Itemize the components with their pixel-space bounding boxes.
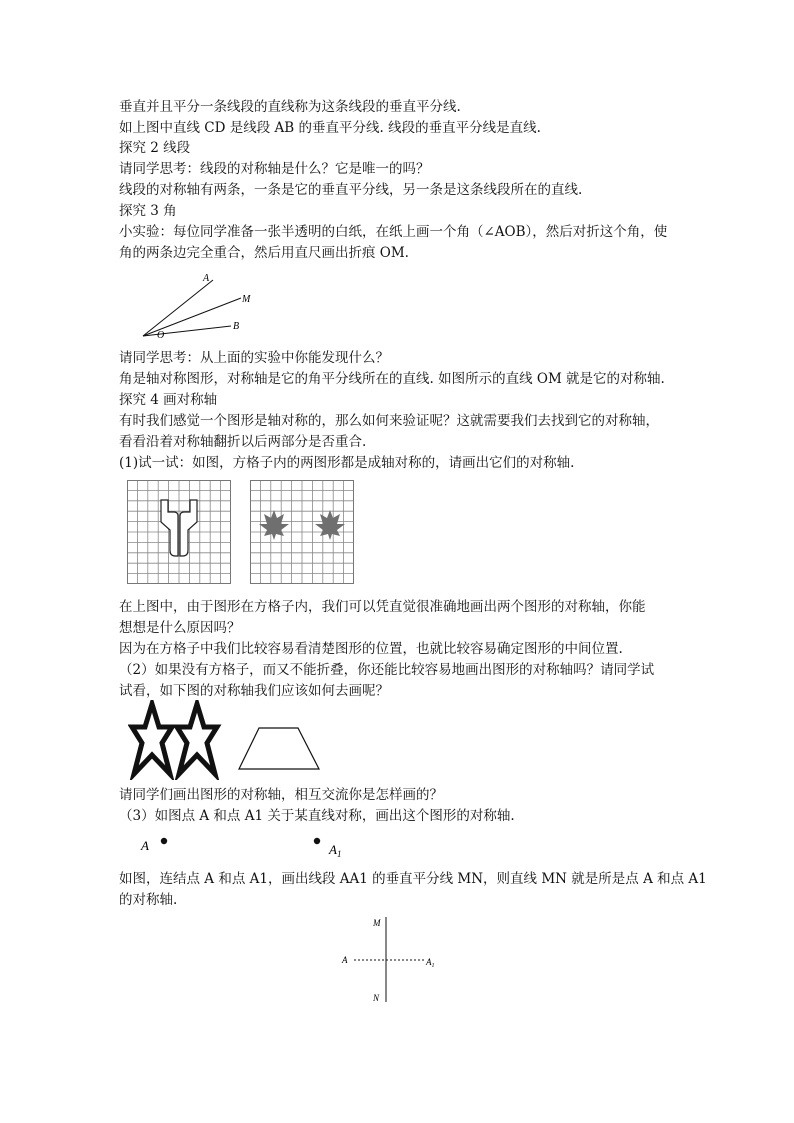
text-line: 线段的对称轴有两条，一条是它的垂直平分线，另一条是这条线段所在的直线. — [119, 182, 583, 198]
label-b: B — [233, 321, 240, 332]
label-m: M — [242, 294, 251, 305]
perpendicular-bisector-figure — [335, 912, 445, 1007]
text-line: 垂直并且平分一条线段的直线称为这条线段的垂直平分线. — [119, 99, 461, 115]
text-line: （3）如图点 A 和点 A1 关于某直线对称，画出这个图形的对称轴. — [119, 808, 515, 824]
label-o: O — [157, 330, 165, 341]
label-m: M — [373, 918, 381, 928]
text-line: （2）如果没有方格子，而又不能折叠，你还能比较容易地画出图形的对称轴吗？请同学试 — [119, 662, 655, 678]
maple-leaf-right — [315, 510, 345, 540]
points-figure — [135, 830, 355, 860]
section-heading: 探究 4 画对称轴 — [119, 392, 218, 408]
label-a1: $A_1$ — [426, 957, 435, 969]
label-a: A — [203, 273, 210, 284]
star-left — [132, 704, 172, 774]
label-a1: $A_1$ — [329, 842, 342, 859]
ray-oa — [143, 280, 213, 336]
text-line: 想想是什么原因吗？ — [119, 620, 241, 636]
point-a1 — [314, 838, 320, 844]
text-line: 小实验：每位同学准备一张半透明的白纸，在纸上画一个角（∠AOB），然后对折这个角，使 — [119, 224, 668, 240]
text-line: (1)试一试：如图，方格子内的两图形都是成轴对称的，请画出它们的对称轴. — [119, 455, 575, 471]
text-line: 请同学们画出图形的对称轴，相互交流你是怎样画的？ — [119, 787, 443, 803]
text-line: 的对称轴. — [119, 892, 178, 908]
text-line: 如图，连结点 A 和点 A1，画出线段 AA1 的垂直平分线 MN，则直线 MN 就是所是点 A 和点 A1 — [119, 871, 707, 887]
text-line: 试看，如下图的对称轴我们应该如何去画呢？ — [119, 683, 389, 699]
text-line: 请同学思考：从上面的实验中你能发现什么？ — [119, 350, 389, 366]
section-heading: 探究 3 角 — [119, 203, 177, 219]
maple-leaf-left — [259, 510, 289, 540]
text-line: 因为在方格子中我们比较容易看清楚图形的位置，也就比较容易确定图形的中间位置. — [119, 641, 623, 657]
section-heading: 探究 2 线段 — [119, 140, 191, 156]
text-line: 角的两条边完全重合，然后用直尺画出折痕 OM. — [119, 245, 409, 261]
point-a — [161, 838, 167, 844]
label-a: A — [342, 955, 348, 965]
text-line: 如上图中直线 CD 是线段 AB 的垂直平分线. 线段的垂直平分线是直线. — [119, 120, 541, 136]
text-line: 请同学思考：线段的对称轴是什么？它是唯一的吗？ — [119, 161, 430, 177]
grid-figure-left — [127, 480, 231, 584]
label-n: N — [373, 993, 380, 1003]
text-line: 角是轴对称图形，对称轴是它的角平分线所在的直线. 如图所示的直线 OM 就是它的对称轴. — [119, 371, 665, 387]
text-line: 有时我们感觉一个图形是轴对称的，那么如何来验证呢？这就需要我们去找到它的对称轴， — [119, 413, 659, 429]
angle-figure — [135, 268, 260, 343]
trapezoid — [239, 728, 319, 769]
stars-and-trapezoid-figure — [128, 700, 328, 780]
text-line: 看看沿着对称轴翻折以后两部分是否重合. — [119, 434, 367, 450]
grid-figure-right — [250, 480, 354, 584]
star-right — [177, 704, 217, 774]
text-line: 在上图中，由于图形在方格子内，我们可以凭直觉很准确地画出两个图形的对称轴，你能 — [119, 599, 646, 615]
label-a: A — [141, 838, 149, 853]
